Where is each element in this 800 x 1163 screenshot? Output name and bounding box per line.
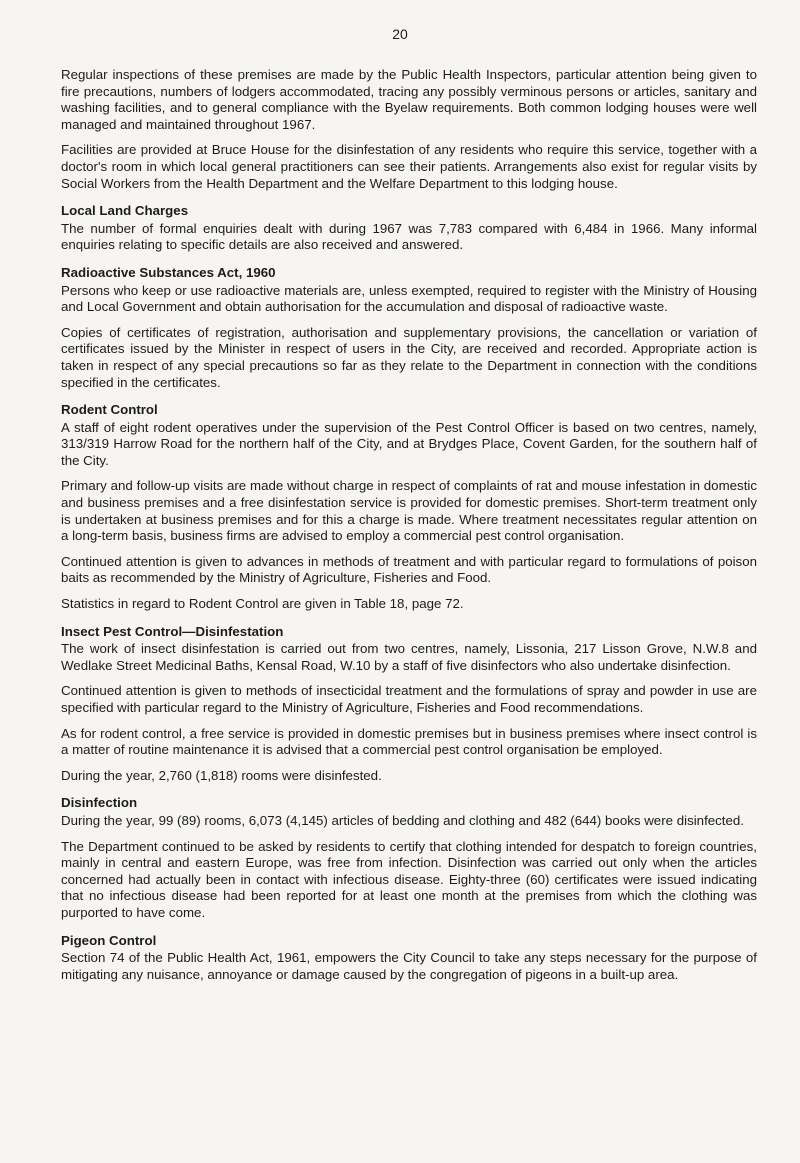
section-pigeon-control bbox=[61, 933, 757, 984]
section-paragraph: A staff of eight rodent operatives under the supervision of the Pest Control Officer is based on two centres, namely, 313/319 Harrow Road for the northern half of the City, and at Brydges Place, Covent Garden, for the southern half of the City. bbox=[61, 419, 757, 468]
section-paragraph: During the year, 2,760 (1,818) rooms were disinfested. bbox=[61, 767, 382, 783]
section-paragraph: Copies of certificates of registration, authorisation and supplementary provisions, the cancellation or variation of certificates issued by the Minister in respect of users in the City, are received and recorded. Appropriate action is taken in respect of any special precautions so far as they relate to the Department in connection with the conditions specified in the certificates. bbox=[61, 324, 757, 390]
section-rodent-control bbox=[61, 402, 757, 613]
intro-paragraph: Regular inspections of these premises are made by the Public Health Inspectors, particular attention being given to fire precautions, numbers of lodgers accommodated, tracing any possibly verminous persons or articles, sanitary and washing facilities, and to general compliance with the Byelaw requirements. Both common lodging houses were well managed and maintained throughout 1967. bbox=[61, 67, 757, 132]
section-paragraph: Continued attention is given to methods of insecticidal treatment and the formulations of spray and powder in use are specified with particular regard to the Ministry of Agriculture, Fisheries and Food recommendations. bbox=[61, 683, 757, 715]
section-paragraph: The work of insect disinfestation is carried out from two centres, namely, Lissonia, 217 Lisson Grove, N.W.8 and Wedlake Street Medicinal Baths, Kensal Road, W.10 by a staff of five disinfectors who also undertake disinfection. bbox=[61, 641, 757, 673]
section-disinfection bbox=[61, 795, 757, 921]
section-heading: Radioactive Substances Act, 1960 bbox=[61, 264, 276, 280]
section-paragraph: Primary and follow-up visits are made without charge in respect of complaints of rat and mouse infestation in domestic and business premises and a free disinfestation service is provided for domestic premises. Short-term treatment only is undertaken at business premises and for this a charge is made. Where treatment necessitates regular attention on a long-term basis, business firms are advised to employ a commercial pest control organisation. bbox=[61, 478, 757, 544]
page-number: 20 bbox=[392, 26, 408, 42]
page-body bbox=[61, 67, 757, 992]
section-paragraph: The number of formal enquiries dealt with during 1967 was 7,783 compared with 6,484 in 1966. Many informal enquiries relating to specific details are also received and answered. bbox=[61, 220, 757, 253]
section-insect-pest-control bbox=[61, 624, 757, 785]
section-heading: Insect Pest Control—Disinfestation bbox=[61, 623, 284, 639]
section-heading: Local Land Charges bbox=[61, 203, 189, 219]
section-paragraph: As for rodent control, a free service is provided in domestic premises but in business premises where insect control is a matter of routine maintenance it is advised that a commercial pest control organisation be employed. bbox=[61, 725, 757, 758]
intro-paragraph: Facilities are provided at Bruce House for the disinfestation of any residents who require this service, together with a doctor's room in which local general practitioners can see their patients. Arrangements also exist for regular visits by Social Workers from the Health Department and the Welfare Department to this lodging house. bbox=[61, 142, 757, 191]
section-paragraph: Continued attention is given to advances in methods of treatment and with particular regard to formulations of poison baits as recommended by the Ministry of Agriculture, Fisheries and Food. bbox=[61, 553, 757, 586]
section-local-land-charges bbox=[61, 203, 757, 254]
section-paragraph: Persons who keep or use radioactive materials are, unless exempted, required to register with the Ministry of Housing and Local Government and obtain authorisation for the accumulation and disposal of radioactive waste. bbox=[61, 282, 757, 315]
section-heading: Disinfection bbox=[61, 795, 138, 811]
section-heading: Rodent Control bbox=[61, 402, 158, 418]
section-radioactive-substances bbox=[61, 265, 757, 391]
section-heading: Pigeon Control bbox=[61, 932, 157, 948]
section-paragraph: The Department continued to be asked by residents to certify that clothing intended for despatch to foreign countries, mainly in central and eastern Europe, was free from infection. Disinfection was carried out only when the articles concerned had actually been in contact with infectious disease. Eighty-three (60) certificates were issued indicating that no infectious disease had been reported for at least one month at the premises from which the clothing was purported to have come. bbox=[61, 838, 757, 920]
section-paragraph: During the year, 99 (89) rooms, 6,073 (4,145) articles of bedding and clothing and 482 (644) books were disinfected. bbox=[61, 812, 744, 828]
section-paragraph: Section 74 of the Public Health Act, 1961, empowers the City Council to take any steps necessary for the purpose of mitigating any nuisance, annoyance or damage caused by the congregation of pigeons in a built-up area. bbox=[61, 950, 757, 982]
section-paragraph: Statistics in regard to Rodent Control are given in Table 18, page 72. bbox=[61, 596, 464, 612]
